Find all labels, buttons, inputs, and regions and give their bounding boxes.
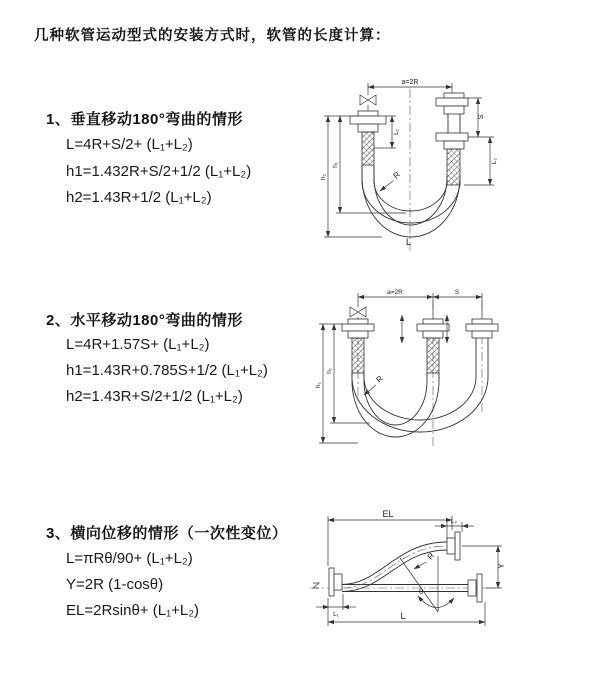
section-1-formula-h2: h2=1.43R+1/2 (L₁+L₂) <box>66 189 212 206</box>
section-2-formula-h2: h2=1.43R+S/2+1/2 (L₁+L₂) <box>66 388 243 405</box>
section-2-heading: 2、水平移动180°弯曲的情形 <box>46 312 243 329</box>
braided-hose-section <box>362 132 374 165</box>
section-3-formula-L: L=πRθ/90+ (L₁+L₂) <box>66 550 193 567</box>
dim-label-l1: L₁ <box>393 129 400 135</box>
section-3-formula-EL: EL=2Rsinθ+ (L₁+L₂) <box>66 602 200 619</box>
angle-arc <box>418 596 454 608</box>
dim-label-h1: h₁ <box>332 162 339 168</box>
hose-position-1-inner <box>374 165 447 211</box>
flange-left <box>329 568 334 596</box>
section-1-formula-h1: h1=1.432R+S/2+1/2 (L₁+L₂) <box>66 163 252 180</box>
diagram-vertical-180-bend <box>310 65 600 260</box>
hose-position-2-inner <box>374 165 447 225</box>
flange-upper-right <box>455 532 460 560</box>
dim-label-h1: h₁ <box>326 368 333 374</box>
centerline <box>358 301 482 448</box>
dim-label-y: Y <box>497 563 506 569</box>
dim-label-r: R <box>425 551 437 562</box>
dim-label-span: a=2R <box>387 289 403 296</box>
valve-icon <box>360 95 376 105</box>
hose-position-2-outer <box>362 165 460 237</box>
section-3-formula-Y: Y=2R (1-cosθ) <box>66 576 164 593</box>
page-title: 几种软管运动型式的安装方式时，软管的长度计算： <box>34 28 391 44</box>
dim-label-el: EL <box>382 509 394 519</box>
dim-label-r: R <box>391 169 402 181</box>
section-1-heading: 1、垂直移动180°弯曲的情形 <box>46 111 243 128</box>
hose-position-2-outer <box>352 355 488 432</box>
hose-curved-upper-wall <box>342 542 447 585</box>
diagram-horizontal-180-bend <box>310 283 600 453</box>
hose-position-2-inner <box>364 355 476 420</box>
flange-lower-right <box>477 574 482 602</box>
dim-label-l1: L₁ <box>333 611 339 618</box>
section-1-formula-L: L=4R+S/2+ (L₁+L₂) <box>66 136 193 153</box>
section-2-formula-h1: h1=1.43R+0.785S+1/2 (L₁+L₂) <box>66 362 268 379</box>
diagram-lateral-displacement <box>300 500 600 655</box>
flange-left <box>342 319 374 373</box>
dim-label-theta: θ <box>419 587 424 596</box>
flange-right-shifted <box>466 319 498 355</box>
dim-label-s: S <box>478 114 485 120</box>
dim-label-s: S <box>454 289 460 296</box>
valve-icon <box>350 307 366 317</box>
section-2-formula-L: L=4R+1.57S+ (L₁+L₂) <box>66 336 210 353</box>
centerline-mark <box>313 583 319 588</box>
angle-construction-lines <box>400 556 438 612</box>
dim-label-h2: h₂ <box>320 173 327 181</box>
dim-label-l: L <box>400 611 406 621</box>
braided-hose-section <box>447 149 460 185</box>
dim-label-l: L <box>406 237 412 247</box>
section-3-heading: 3、横向位移的情形（一次性变位） <box>46 525 288 542</box>
dim-label-l2: L₂ <box>491 157 498 165</box>
dim-label-span: a=2R <box>401 79 419 86</box>
dim-label-h2: h₂ <box>315 381 322 389</box>
dim-label-l2: L₂ <box>450 518 458 525</box>
dim-label-r: R <box>374 373 385 385</box>
flange-middle <box>417 319 449 373</box>
hose-position-1-outer <box>352 373 439 437</box>
